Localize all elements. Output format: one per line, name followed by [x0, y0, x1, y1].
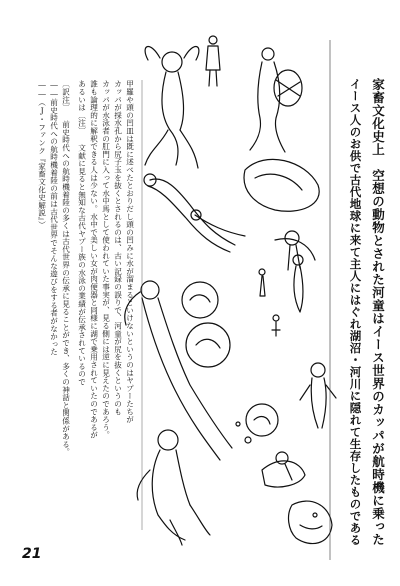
body-line-4: 誰も論理的に解釈できる人は少ない。水中で美しい女が肉便器と同様に湖で乗用されていたのであるが	[89, 80, 99, 439]
fish-bottom-right	[289, 501, 332, 543]
egg-shape-right	[244, 159, 319, 211]
small-human-figure-top	[206, 36, 220, 86]
small-figures-middle	[259, 255, 303, 312]
body-line-3: カッパが水泳者の肛門に入って水中馬として使われていた事実が、見る側には逆に見えたのであろう。	[101, 80, 111, 439]
swimming-figures	[144, 174, 245, 252]
page-number: 21	[22, 546, 42, 562]
title-line-2: イース人のお供で古代地球に来て主人にはぐれ湖沼・河川に隠れて生存したものである	[348, 78, 363, 546]
riding-figure-bottom-left	[137, 430, 210, 545]
body-line-1: 甲羅や頭の凹皿は既に述べたとおりだし頭の凹みに水が溜まるといけないというのはヤプーたちが	[125, 80, 135, 424]
kappa-standing-right	[300, 363, 336, 428]
body-line-5: あるいは〔注〕 文献に見ると無知な古代ヤプー族の水泳の業績が伝承されているので	[77, 80, 87, 386]
body-line-2: カッパが採水孔から尻子玉を抜くとされるのは、古い記録の誤りで、河童が尻を抜くというのも	[113, 80, 123, 416]
body-line-7: ――前史時代への航時機着陸の前は古代世界でそんな遊びをする者がなかった	[49, 80, 59, 356]
kappa-on-rock-bottom-right	[262, 452, 305, 487]
title-line-1: 家畜文化史上 空想の動物とされた河童はイース世界のカッパが航時機に乗った	[370, 78, 386, 546]
kappa-with-shell-top-right	[250, 48, 302, 152]
body-line-6: 〔訳注〕 前史時代への航時機着陸の多くは古代世界の伝承に見ることができ、多くの神話と関係がある。	[61, 80, 71, 456]
kappa-figure-top-left	[145, 46, 199, 168]
bubble-figures	[182, 282, 278, 443]
body-line-8: ――（J・ファンク『家畜文化史解説』）	[37, 80, 47, 229]
small-figure-mid-right	[272, 315, 280, 336]
